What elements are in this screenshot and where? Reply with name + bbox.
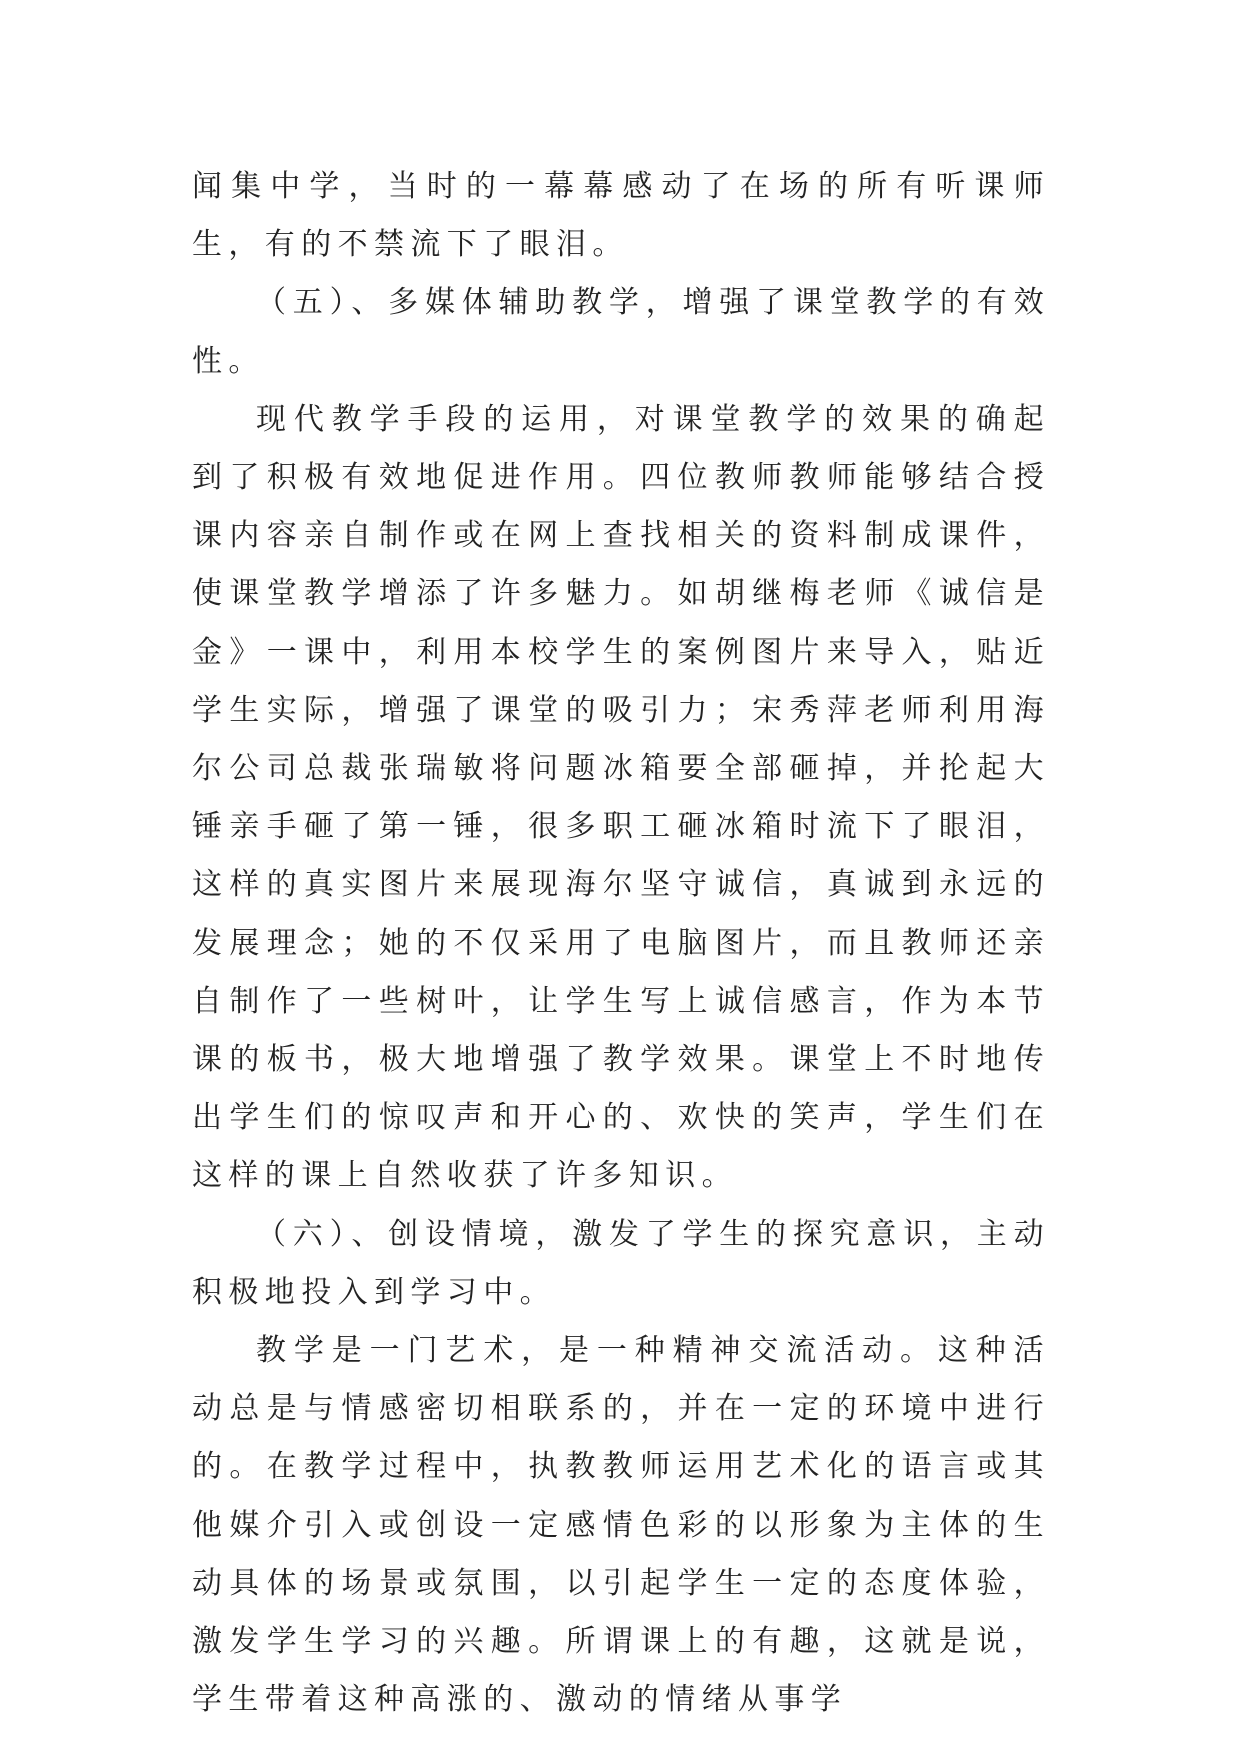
section-heading-six: （六）、创设情境，激发了学生的探究意识，主动积极地投入到学习中。: [192, 1216, 1050, 1310]
document-body: [192, 158, 1050, 1729]
paragraph-continued: 闻集中学，当时的一幕幕感动了在场的所有听课师生，有的不禁流下了眼泪。: [192, 169, 1050, 263]
paragraph-multimedia: 现代教学手段的运用，对课堂教学的效果的确起到了积极有效地促进作用。四位教师教师能够结合授课内容亲自制作或在网上查找相关的资料制成课件，使课堂教学增添了许多魅力。如胡继梅老师《诚信是金》一课中，利用本校学生的案例图片来导入，贴近学生实际，增强了课堂的吸引力；宋秀萍老师利用海尔公司总裁张瑞敏将问题冰箱要全部砸掉，并抡起大锤亲手砸了第一锤，很多职工砸冰箱时流下了眼泪，这样的真实图片来展现海尔坚守诚信，真诚到永远的发展理念；她的不仅采用了电脑图片，而且教师还亲自制作了一些树叶，让学生写上诚信感言，作为本节课的板书，极大地增强了教学效果。课堂上不时地传出学生们的惊叹声和开心的、欢快的笑声，学生们在这样的课上自然收获了许多知识。: [192, 401, 1050, 1194]
paragraph-teaching-art: 教学是一门艺术，是一种精神交流活动。这种活动总是与情感密切相联系的，并在一定的环境中进行的。在教学过程中，执教教师运用艺术化的语言或其他媒介引入或创设一定感情色彩的以形象为主体的生动具体的场景或氛围，以引起学生一定的态度体验，激发学生学习的兴趣。所谓课上的有趣，这就是说，学生带着这种高涨的、激动的情绪从事学: [192, 1333, 1050, 1718]
section-heading-five: （五）、多媒体辅助教学，增强了课堂教学的有效性。: [192, 285, 1050, 379]
